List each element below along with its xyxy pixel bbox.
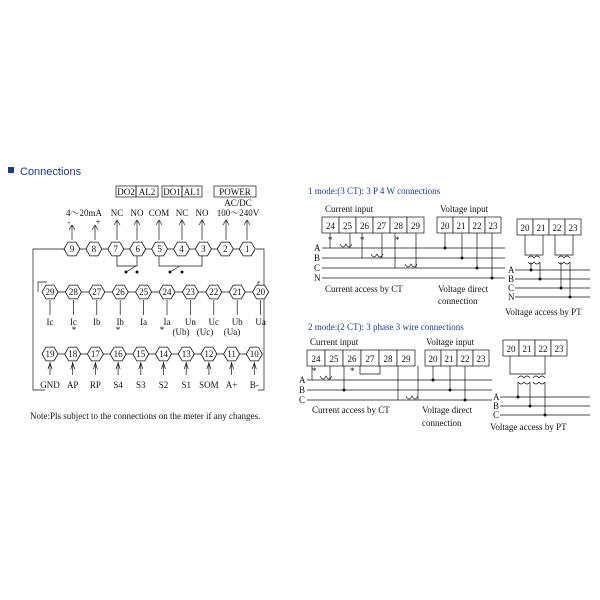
section-bullet [8, 167, 14, 173]
m1-ct-box-label: 26 [360, 221, 369, 231]
star-mid-3: * [159, 325, 165, 335]
relay-pin-com: COM [148, 208, 170, 218]
middle-terminal-number: 26 [115, 287, 125, 297]
middle-label: Ub [231, 317, 243, 327]
m1-pt-box-label: 20 [520, 223, 530, 233]
terminal-row-bottom [42, 347, 262, 361]
mode1-pt-terminals [517, 219, 581, 235]
middle-row-labels [47, 300, 266, 327]
mode1-voltage-direct-1: Voltage direct [438, 284, 489, 294]
power-sub2: 100～240V [216, 208, 260, 218]
mode1-star-1: * [328, 235, 333, 245]
middle-terminal-number: 23 [185, 287, 195, 297]
power-sub1: AC/DC [224, 198, 252, 208]
mode1-voltage-pt: Voltage access by PT [505, 307, 582, 317]
m1-v-box-label: 23 [488, 221, 498, 231]
terminal-block [33, 186, 269, 390]
m1-v-box-label: 22 [472, 221, 482, 231]
m2-ct-box-label: 29 [401, 354, 411, 364]
relay-pin-no-1: NO [130, 208, 144, 218]
middle-sub-uc: (Uc) [196, 327, 214, 337]
m1-ct-box-label: 27 [377, 221, 386, 231]
mode1-current-access: Current access by CT [325, 284, 403, 294]
bottom-terminal-number: 10 [249, 349, 259, 359]
relay-contact-dots [125, 271, 184, 274]
m2-line-C: C [299, 395, 306, 405]
middle-label: Ua [255, 317, 266, 327]
middle-terminal-number: 20 [256, 287, 266, 297]
m2-ct-box-label: 25 [329, 354, 339, 364]
top-terminal-number: 1 [244, 244, 250, 254]
bottom-terminal-number: 14 [159, 349, 168, 359]
mode2-voltage-pt: Voltage access by PT [490, 422, 567, 432]
m1-pt-line-A: A [508, 265, 515, 275]
top-terminal-number: 3 [201, 244, 206, 254]
m1-pt-line-B: B [508, 274, 515, 284]
bottom-terminal-number: 17 [90, 349, 100, 359]
middle-terminal-number: 25 [139, 287, 149, 297]
m1-pt-box-label: 23 [568, 223, 578, 233]
bottom-label: GND [40, 380, 60, 390]
m1-v-box-label: 21 [456, 221, 466, 231]
m1-ct-box-label: 24 [326, 221, 335, 231]
middle-label: Uc [208, 317, 220, 327]
mode2-voltage-terminals [425, 350, 489, 366]
mode2-pt-terminals [503, 340, 567, 356]
middle-label: Ib [93, 317, 101, 327]
minus-sign: - [67, 217, 71, 227]
middle-sub-ua: (Ua) [223, 327, 241, 337]
middle-terminal-number: 29 [45, 287, 55, 297]
terminal-row-middle [42, 285, 269, 299]
m1-ct-box-label: 28 [394, 221, 403, 231]
m2-line-A: A [299, 375, 306, 385]
m1-line-C: C [314, 263, 321, 273]
top-terminal-number: 8 [91, 244, 97, 254]
bottom-label: SOM [199, 380, 219, 390]
bottom-label: S2 [158, 380, 169, 390]
top-terminal-number: 2 [223, 244, 228, 254]
plus-sign: + [95, 217, 101, 227]
bottom-terminal-number: 16 [113, 349, 123, 359]
mode1-star-3: * [395, 235, 400, 245]
m2-ct-box-label: 27 [365, 354, 375, 364]
mode1-voltage-terminals [437, 217, 501, 233]
bottom-label: B- [249, 380, 259, 390]
m1-pt-line-C: C [508, 283, 515, 293]
mode2-diagram [299, 322, 590, 432]
relay-contacts [117, 256, 202, 272]
mode2-title: 2 mode:(2 CT): 3 phase 3 wire connections [308, 322, 464, 332]
star-mid-1: * [71, 325, 77, 335]
mode1-ct-terminals [322, 217, 424, 233]
top-terminal-number: 6 [135, 244, 140, 254]
m2-v-box-label: 23 [476, 354, 486, 364]
mode1-title: 1 mode:(3 CT): 3 P 4 W connections [308, 186, 441, 196]
m2-pt-box-label: 22 [538, 344, 548, 354]
m1-v-box-label: 20 [440, 221, 450, 231]
mode2-star-1: * [312, 366, 317, 376]
m2-ct-box-label: 24 [311, 354, 321, 364]
mode2-voltage-direct-1: Voltage direct [422, 405, 473, 415]
bottom-terminal-number: 18 [68, 349, 78, 359]
m2-ct-box-label: 28 [383, 354, 393, 364]
middle-label: Un [184, 317, 196, 327]
mode1-voltage-direct-2: connection [438, 296, 478, 306]
mode2-star-2: * [350, 366, 355, 376]
m2-v-box-label: 20 [428, 354, 438, 364]
m2-pt-line-A: A [493, 392, 500, 402]
bottom-label: AP [66, 380, 79, 390]
mode1-pt-line-labels [508, 265, 515, 302]
m2-pt-box-label: 23 [554, 344, 564, 354]
bottom-terminal-number: 13 [181, 349, 191, 359]
relay-pin-nc-1: NC [110, 208, 124, 218]
top-terminal-number: 5 [157, 244, 162, 254]
m2-ct-box-label: 26 [347, 354, 357, 364]
mode2-ct-terminals [307, 350, 415, 366]
m1-line-A: A [314, 243, 321, 253]
bottom-label: S3 [136, 380, 146, 390]
m1-pt-box-label: 21 [536, 223, 546, 233]
m1-pt-box-label: 22 [552, 223, 562, 233]
m2-v-box-label: 22 [460, 354, 470, 364]
m2-pt-line-B: B [493, 401, 500, 411]
top-terminal-number: 4 [179, 244, 184, 254]
relay-label-al2: AL2 [138, 187, 156, 197]
relay-pin-no-2: NO [195, 208, 209, 218]
current-output-label: 4～20mA [65, 208, 103, 218]
mode1-current-input: Current input [325, 204, 374, 214]
middle-label: Ic [69, 317, 77, 327]
mode1-voltage-input: Voltage input [440, 204, 489, 214]
relay-pin-nc-2: NC [175, 208, 189, 218]
middle-label: Ia [163, 317, 171, 327]
bottom-label: S1 [181, 380, 191, 390]
middle-terminal-number: 27 [92, 287, 102, 297]
middle-sub-ub: (Ub) [172, 327, 190, 337]
middle-terminal-number: 22 [209, 287, 219, 297]
middle-terminal-number: 21 [232, 287, 242, 297]
middle-label: Ib [116, 317, 124, 327]
bottom-terminal-number: 15 [136, 349, 146, 359]
power-label: POWER [219, 187, 251, 197]
relay-label-do2: DO2 [117, 187, 135, 197]
m2-pt-box-label: 21 [522, 344, 532, 354]
note-text: Note:Pls subject to the connections on the meter if any changes. [30, 411, 261, 421]
bottom-label: RP [89, 380, 101, 390]
m2-v-box-label: 21 [444, 354, 454, 364]
m2-line-B: B [299, 385, 306, 395]
m1-ct-box-label: 25 [343, 221, 352, 231]
top-terminal-number: 9 [69, 244, 75, 254]
middle-label: Ia [140, 317, 148, 327]
middle-label: Ic [46, 317, 54, 327]
bottom-label: A+ [225, 380, 238, 390]
bottom-label: S4 [113, 380, 123, 390]
bottom-terminal-number: 11 [227, 349, 236, 359]
mode1-diagram [308, 186, 590, 317]
m1-ct-box-label: 29 [411, 221, 420, 231]
mode2-current-access: Current access by CT [312, 405, 390, 415]
section-title: Connections [20, 166, 82, 178]
mode1-star-2: * [360, 235, 365, 245]
m1-line-B: B [314, 253, 321, 263]
bottom-terminal-number: 19 [45, 349, 55, 359]
top-terminal-number: 7 [113, 244, 119, 254]
mode2-line-labels [299, 375, 306, 405]
m1-pt-line-N: N [508, 292, 515, 302]
middle-terminal-number: 28 [68, 287, 78, 297]
m2-pt-line-C: C [493, 410, 500, 420]
terminal-row-top [64, 242, 255, 256]
mode2-pt-line-labels [493, 392, 500, 420]
m1-line-N: N [314, 273, 321, 283]
star-mid-2: * [115, 325, 121, 335]
mode2-voltage-input: Voltage input [426, 337, 475, 347]
bottom-terminal-number: 12 [204, 349, 214, 359]
middle-terminal-number: 24 [162, 287, 172, 297]
mode2-current-input: Current input [310, 337, 359, 347]
relay-label-do1: DO1 [163, 187, 181, 197]
bottom-row-labels [40, 362, 259, 390]
m2-pt-box-label: 20 [506, 344, 516, 354]
mode1-line-labels [314, 243, 321, 283]
mode2-voltage-direct-2: connection [422, 418, 462, 428]
relay-label-al1: AL1 [183, 187, 201, 197]
